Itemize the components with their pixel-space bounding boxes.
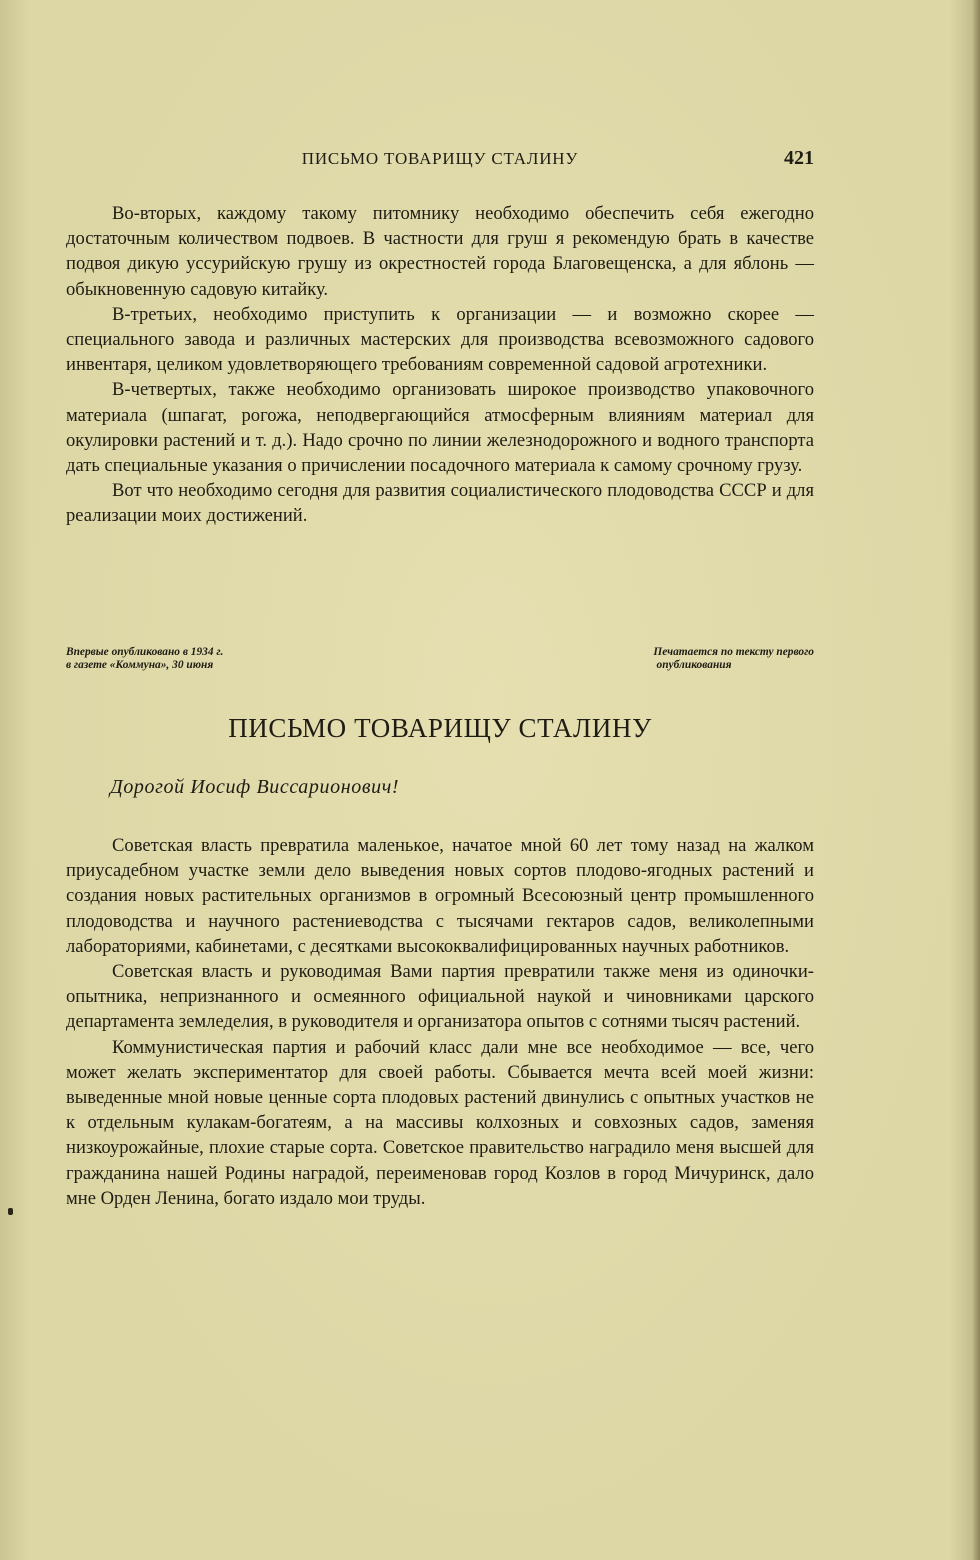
previous-article-text [66, 201, 814, 529]
publication-note-line: в газете «Коммуна», 30 июня [66, 659, 214, 671]
page-edge-shadow [972, 0, 980, 1560]
paragraph: Во-вторых, каждому такому питомнику необходимо обеспечить себя ежегодно достаточным количеством подвоев. В частности для груш я рекомендую брать в качестве подвоя дикую уссурийскую грушу из окрестностей города Благовещенска, а для яблонь — обыкновенную садовую китайку. [66, 203, 814, 300]
printing-note-line: опубликования [656, 659, 732, 671]
publication-note [66, 646, 386, 672]
paragraph: Коммунистическая партия и рабочий класс дали мне все необходимое — все, чего может желать экспериментатор для своей работы. Сбывается мечта всей моей жизни: выведенные мной новые ценные сорта плодовых растений двинулись с опытных участков не к отдельным кулакам-богатеям, а на массивы колхозных и совхозных садов, заменяя низкоурожайные, плохие старые сорта. Советское правительство наградило меня высшей для гражданина нашей Родины наградой, переименовав город Козлов в город Мичуринск, дало мне Орден Ленина, богато издало мои труды. [66, 1036, 814, 1209]
paragraph: Советская власть превратила маленькое, начатое мной 60 лет тому назад на жалком приусадебном участке земли дело выведения новых сортов плодово-ягодных растений и создания новых растительных организмов в огромный Всесоюзный центр промышленного плодоводства и научного растениеводства с тысячами гектаров садов, великолепными лабораториями, кабинетами, с десятками высококвалифицированных научных работников. [66, 835, 814, 957]
printing-note-line: Печатается по тексту первого [653, 646, 814, 658]
paragraph: Советская власть и руководимая Вами партия превратили также меня из одиночки-опытника, непризнанного и осмеянного официальной наукой и чиновниками царского департамента земледелия, в руководителя и организатора опытов с сотнями тысяч растений. [66, 961, 814, 1033]
printing-source-note [514, 646, 814, 672]
paragraph: В-четвертых, также необходимо организовать широкое производство упаковочного материала (шпагат, рогожа, неподвергающийся атмосферным влияниям материал для окулировки растений и т. д.). Надо срочно по линии железнодорожного и водного транспорта дать специальные указания о причислении посадочного материала к самому срочному грузу. [66, 379, 814, 477]
letter-title: ПИСЬМО ТОВАРИЩУ СТАЛИНУ [228, 713, 652, 743]
running-head-title: ПИСЬМО ТОВАРИЩУ СТАЛИНУ [301, 149, 579, 168]
letter-salutation: Дорогой Иосиф Виссарионович! [110, 776, 400, 798]
running-head [66, 149, 814, 175]
source-notes [66, 646, 814, 676]
margin-ink-mark [8, 1208, 13, 1215]
paragraph: В-третьих, необходимо приступить к организации — и возможно скорее — специального завода и различных мастерских для производства всевозможного садового инвентаря, целиком удовлетворяющего требованиям современной садовой агротехники. [66, 303, 814, 376]
paragraph: Вот что необходимо сегодня для развития социалистического плодоводства СССР и для реализации моих достижений. [66, 480, 814, 527]
letter-body [66, 833, 814, 1211]
publication-note-line: Впервые опубликовано в 1934 г. [66, 646, 224, 658]
page-number: 421 [784, 147, 814, 169]
